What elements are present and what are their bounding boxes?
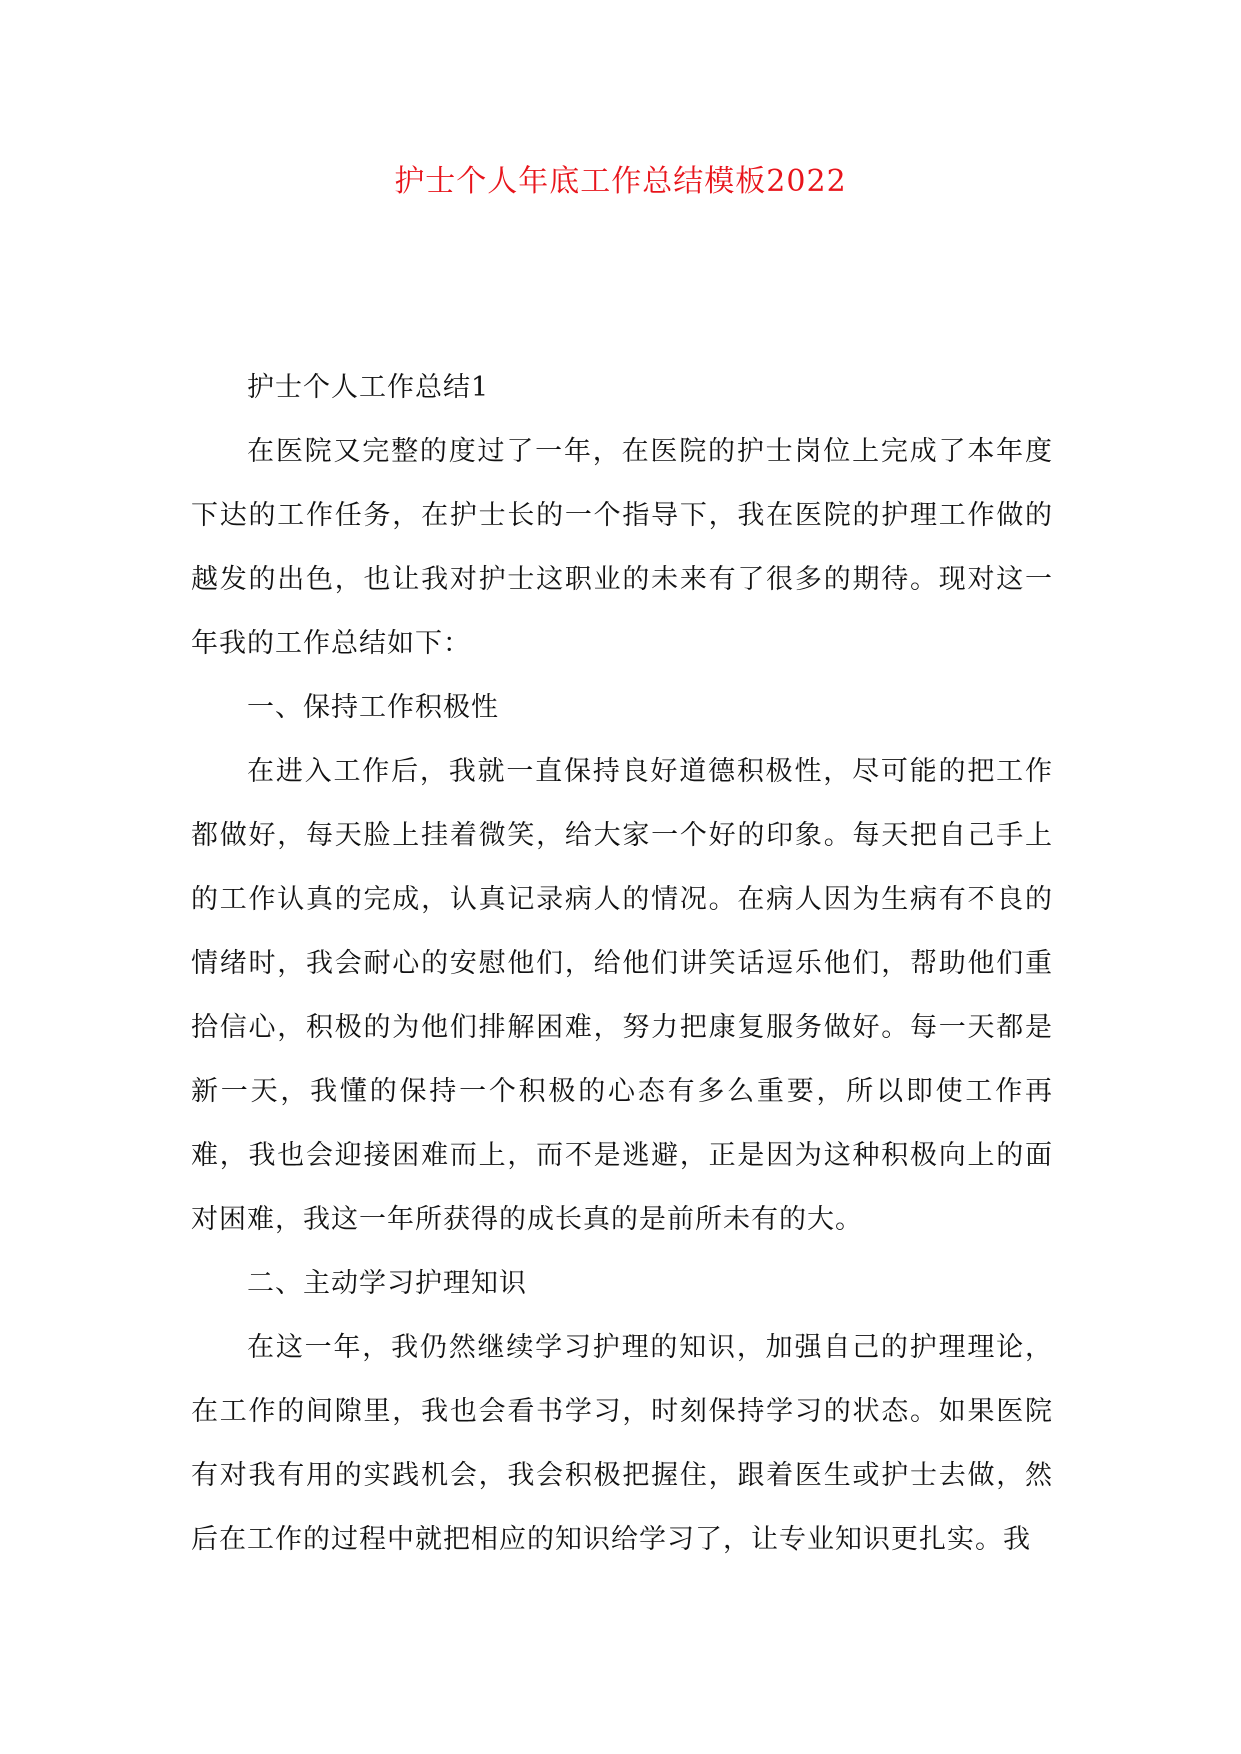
document-body [191,356,1053,1572]
document-title: 护士个人年底工作总结模板2022 [394,164,847,199]
section-heading-positivity: 一、保持工作积极性 [247,692,499,723]
paragraph-intro: 在医院又完整的度过了一年，在医院的护士岗位上完成了本年度下达的工作任务，在护士长的一个指导下，我在医院的护理工作做的越发的出色，也让我对护士这职业的未来有了很多的期待。现对这一年我的工作总结如下： [191,436,1053,659]
section-heading-learning: 二、主动学习护理知识 [247,1268,527,1299]
section-heading-summary-1: 护士个人工作总结1 [247,372,490,403]
paragraph-learning: 在这一年，我仍然继续学习护理的知识，加强自己的护理理论，在工作的间隙里，我也会看书学习，时刻保持学习的状态。如果医院有对我有用的实践机会，我会积极把握住，跟着医生或护士去做，然后在工作的过程中就把相应的知识给学习了，让专业知识更扎实。我 [191,1332,1053,1555]
paragraph-positivity: 在进入工作后，我就一直保持良好道德积极性，尽可能的把工作都做好，每天脸上挂着微笑，给大家一个好的印象。每天把自己手上的工作认真的完成，认真记录病人的情况。在病人因为生病有不良的情绪时，我会耐心的安慰他们，给他们讲笑话逗乐他们，帮助他们重拾信心，积极的为他们排解困难，努力把康复服务做好。每一天都是新一天，我懂的保持一个积极的心态有多么重要，所以即使工作再难，我也会迎接困难而上，而不是逃避，正是因为这种积极向上的面对困难，我这一年所获得的成长真的是前所未有的大。 [191,756,1053,1235]
